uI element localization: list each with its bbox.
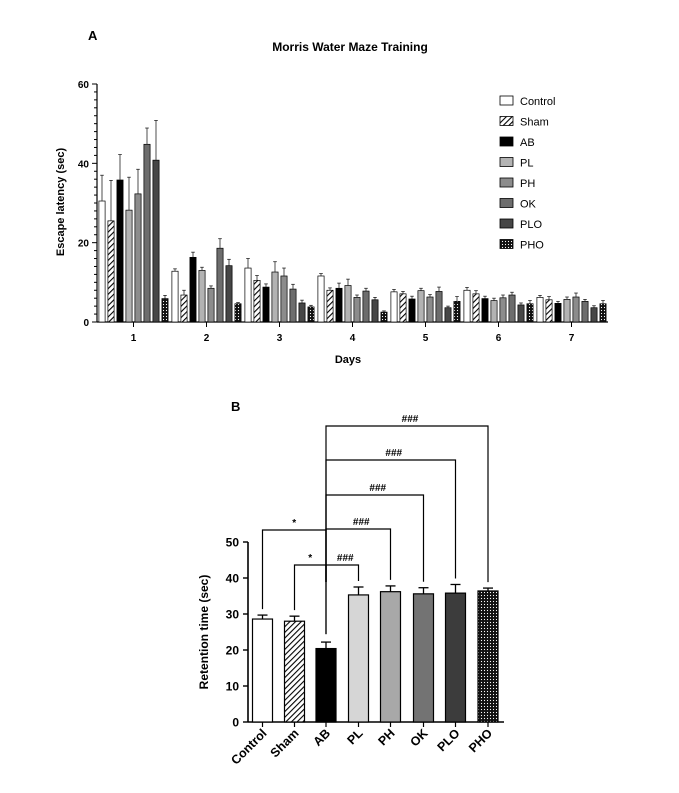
panel-a-bar-ph [573,297,579,322]
panel-a-bar-ok [436,291,442,322]
panel-a-bar-sham [327,290,333,322]
panel-b-y-tick-label: 30 [225,607,239,622]
panel-a-bar-pho [600,304,606,322]
panel-b-y-tick-label: 10 [225,679,239,694]
panel-a-bar-ph [354,297,360,322]
panel-a-y-tick-label: 60 [77,80,89,91]
panel-a-x-tick-label: 3 [276,333,283,344]
panel-a-bar-control [318,276,324,322]
legend-swatch-pho [500,240,513,249]
panel-a-bar-ok [582,301,588,322]
panel-b-category-label: PHO [466,726,496,756]
panel-a-bar-ab [482,299,488,322]
panel-a-x-tick-label: 2 [203,333,210,344]
panel-a-y-tick-label: 0 [83,318,89,329]
panel-b-significance-label: * [292,518,297,529]
panel-a-y-axis-label: Escape latency (sec) [55,147,67,257]
legend-label-control: Control [520,96,556,108]
panel-a-bar-pl [345,286,351,322]
panel-a-bar-control [245,268,251,322]
panel-b-significance-label: ### [385,448,403,459]
legend-label-ok: OK [520,198,536,211]
panel-a-bar-pl [564,299,570,322]
panel-a-bar-ph [281,276,287,322]
legend-label-pl: PL [520,157,534,170]
panel-a-bar-ph [500,298,506,322]
panel-a-bar-control [391,292,397,322]
panel-b-y-tick-label: 40 [225,571,239,586]
panel-a-bar-ph [427,297,433,322]
panel-a-bar-pl [199,270,205,322]
panel-b-bar-sham [285,621,305,722]
legend-swatch-ok [500,199,513,208]
legend-swatch-control [500,96,513,105]
panel-b-bar-ab [316,649,336,722]
panel-a-bar-ph [135,194,141,322]
panel-a-bar-pl [126,210,132,322]
panel-a-bar-pho [454,301,460,322]
panel-a-bar-pl [418,291,424,322]
panel-a-bar-control [537,297,543,322]
panel-a-bar-pl [272,272,278,322]
panel-b-bar-ok [414,594,434,722]
panel-a-bar-plo [591,308,597,322]
panel-a-bar-pl [491,301,497,322]
panel-a-bar-ab [117,180,123,322]
panel-a-bar-ok [509,295,515,322]
panel-a-bar-ab [555,303,561,322]
panel-a-bar-sham [254,280,260,322]
panel-b-category-label: PH [375,726,398,749]
panel-a-x-tick-label: 4 [349,333,356,344]
panel-a-bar-sham [400,294,406,322]
legend-label-pho: PHO [520,239,544,252]
panel-a-bar-sham [546,300,552,322]
panel-a-bar-plo [226,266,232,322]
panel-a-bar-control [99,201,105,322]
panel-b-bar-control [253,619,273,722]
panel-a-x-tick-label: 7 [568,333,575,344]
legend-swatch-sham [500,117,513,126]
panel-a-bar-plo [445,308,451,322]
panel-a-bar-pho [527,304,533,322]
panel-b-significance-label: ### [352,517,370,528]
panel-a-x-tick-label: 6 [495,333,502,344]
panel-a-bar-ok [144,144,150,322]
legend-swatch-ph [500,178,513,187]
legend-swatch-pl [500,158,513,167]
panel-a-bar-ab [263,287,269,322]
panel-a-y-tick-label: 40 [77,159,89,171]
panel-b-bar-ph [381,592,401,722]
panel-b-bar-pl [349,595,369,722]
panel-a-bar-ab [409,299,415,322]
panel-a-bar-control [464,290,470,322]
legend-label-ph: PH [520,178,536,190]
panel-a-bar-ab [336,288,342,322]
panel-b-significance-label: * [308,553,313,564]
panel-b-category-label: PL [344,726,366,748]
panel-b-bracket [326,495,424,582]
panel-a-title: Morris Water Maze Training [272,40,428,54]
panel-a-x-tick-label: 1 [130,333,137,344]
legend-label-plo: PLO [520,219,543,231]
panel-a-x-axis-label: Days [334,354,362,366]
panel-a-bar-sham [473,294,479,322]
legend-label-ab: AB [520,137,535,149]
panel-b-category-label: Sham [267,726,302,761]
panel-a-x-tick-label: 5 [422,333,429,344]
panel-a-chart [55,28,608,366]
panel-b-letter: B [231,399,241,414]
panel-a-bar-pho [308,307,314,322]
panel-a-legend [500,96,555,252]
panel-a-bar-ab [190,257,196,322]
legend-swatch-ab [500,137,513,146]
panel-b-y-tick-label: 20 [225,643,239,658]
panel-a-bar-control [172,271,178,322]
panel-a-y-tick-label: 20 [77,238,89,250]
panel-b-category-label: AB [310,726,334,749]
panel-b-bracket [326,565,359,582]
panel-a-bar-ok [363,291,369,322]
panel-b-bar-plo [446,593,466,722]
panel-a-bar-plo [299,303,305,322]
panel-a-bar-sham [108,221,114,322]
legend-swatch-plo [500,219,513,228]
panel-a-bar-plo [518,305,524,322]
panel-b-chart [197,399,504,768]
panel-a-bar-plo [153,160,159,322]
panel-b-significance-label: ### [336,553,354,564]
panel-b-category-label: OK [407,726,431,750]
panel-b-significance-label: ### [369,483,387,494]
legend-label-sham: Sham [520,116,549,129]
panel-b-category-label: Control [228,726,270,768]
panel-b-y-tick-label: 0 [232,715,239,730]
panel-a-bar-pho [235,304,241,322]
panel-a-letter: A [88,28,98,43]
panel-a-bar-sham [181,295,187,322]
panel-a-bar-plo [372,300,378,322]
panel-b-y-tick-label: 50 [225,535,239,550]
panel-a-bar-ok [290,289,296,322]
panel-b-y-axis-label: Retention time (sec) [197,574,211,690]
panel-a-bar-pho [162,299,168,322]
panel-a-bar-ph [208,288,214,322]
panel-b-bar-pho [478,591,498,722]
panel-a-bar-pho [381,312,387,322]
panel-b-significance-label: ### [401,414,419,425]
panel-a-bar-ok [217,248,223,322]
panel-b-category-label: PLO [434,726,463,755]
